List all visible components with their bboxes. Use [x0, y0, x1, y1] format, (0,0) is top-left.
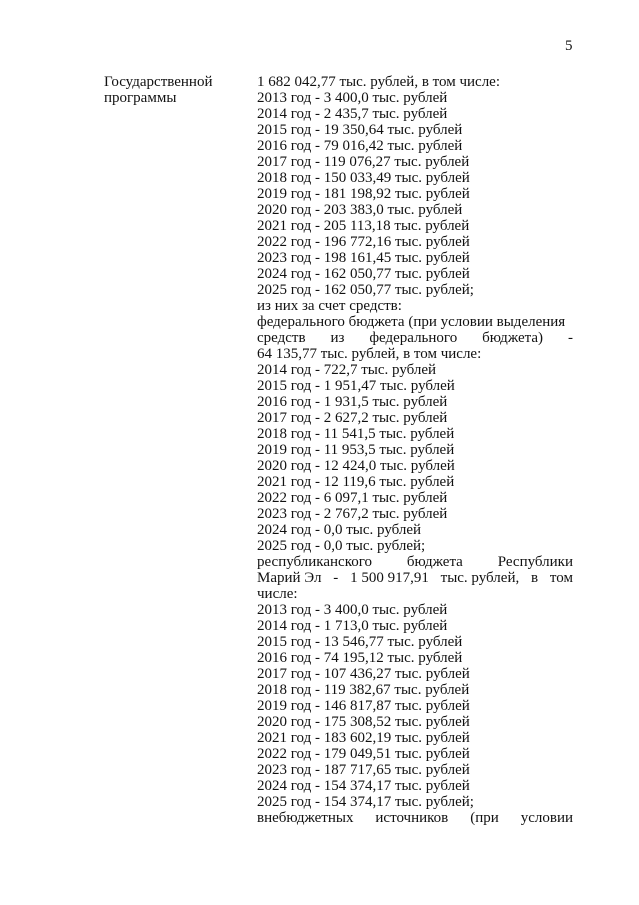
federal-year-line: 2015 год - 1 951,47 тыс. рублей — [257, 378, 455, 394]
federal-word: - — [567, 330, 573, 346]
federal-year-line: 2020 год - 12 424,0 тыс. рублей — [257, 458, 455, 474]
republic-word: бюджета — [406, 554, 463, 570]
republic-year-line: 2020 год - 175 308,52 тыс. рублей — [257, 714, 470, 730]
federal-year-line: 2017 год - 2 627,2 тыс. рублей — [257, 410, 448, 426]
federal-line: федерального бюджета (при условии выделения — [257, 314, 566, 330]
federal-year-line: 2018 год - 11 541,5 тыс. рублей — [257, 426, 455, 442]
total-year-line: 2025 год - 162 050,77 тыс. рублей; — [257, 282, 474, 298]
sources-intro: из них за счет средств: — [257, 298, 402, 314]
republic-year-line: 2024 год - 154 374,17 тыс. рублей — [257, 778, 470, 794]
total-funding-line: 1 682 042,77 тыс. рублей, в том числе: — [257, 74, 501, 90]
federal-year-line: 2025 год - 0,0 тыс. рублей; — [257, 538, 426, 554]
section-label-line: Государственной — [104, 74, 213, 90]
total-year-line: 2018 год - 150 033,49 тыс. рублей — [257, 170, 470, 186]
republic-year-line: 2018 год - 119 382,67 тыс. рублей — [257, 682, 470, 698]
page-number: 5 — [565, 38, 573, 54]
federal-word: из — [330, 330, 345, 346]
republic-year-line: 2016 год - 74 195,12 тыс. рублей — [257, 650, 463, 666]
federal-word: бюджета) — [482, 330, 544, 346]
republic-year-line: 2022 год - 179 049,51 тыс. рублей — [257, 746, 470, 762]
offbudget-word: условии — [520, 810, 573, 826]
republic-year-line: 2023 год - 187 717,65 тыс. рублей — [257, 762, 470, 778]
federal-year-line: 2021 год - 12 119,6 тыс. рублей — [257, 474, 455, 490]
total-years-list — [257, 90, 573, 298]
offbudget-block — [257, 810, 573, 826]
republic-budget-block — [257, 554, 573, 810]
section-label — [104, 74, 244, 106]
offbudget-word: (при — [470, 810, 499, 826]
total-year-line: 2016 год - 79 016,42 тыс. рублей — [257, 138, 463, 154]
republic-year-line: 2013 год - 3 400,0 тыс. рублей — [257, 602, 448, 618]
total-year-line: 2024 год - 162 050,77 тыс. рублей — [257, 266, 470, 282]
section-label-line: программы — [104, 90, 177, 106]
republic-word: Республики — [497, 554, 573, 570]
republic-line: числе: — [257, 586, 298, 602]
republic-word: 1 500 917,91 — [350, 570, 429, 586]
republic-year-line: 2017 год - 107 436,27 тыс. рублей — [257, 666, 470, 682]
funding-text — [257, 74, 573, 826]
total-year-line: 2015 год - 19 350,64 тыс. рублей — [257, 122, 463, 138]
offbudget-word: источников — [375, 810, 449, 826]
total-year-line: 2019 год - 181 198,92 тыс. рублей — [257, 186, 470, 202]
total-year-line: 2021 год - 205 113,18 тыс. рублей — [257, 218, 470, 234]
republic-word: том — [549, 570, 573, 586]
republic-word: Марий Эл — [257, 570, 322, 586]
republic-year-line: 2019 год - 146 817,87 тыс. рублей — [257, 698, 470, 714]
republic-year-line: 2015 год - 13 546,77 тыс. рублей — [257, 634, 463, 650]
republic-year-line: 2021 год - 183 602,19 тыс. рублей — [257, 730, 470, 746]
federal-line-justified — [257, 330, 573, 346]
republic-year-line: 2025 год - 154 374,17 тыс. рублей; — [257, 794, 474, 810]
total-year-line: 2020 год - 203 383,0 тыс. рублей — [257, 202, 463, 218]
offbudget-line-justified — [257, 810, 573, 826]
total-year-line: 2013 год - 3 400,0 тыс. рублей — [257, 90, 448, 106]
total-year-line: 2022 год - 196 772,16 тыс. рублей — [257, 234, 470, 250]
total-year-line: 2023 год - 198 161,45 тыс. рублей — [257, 250, 470, 266]
federal-total-line: 64 135,77 тыс. рублей, в том числе: — [257, 346, 482, 362]
total-year-line: 2017 год - 119 076,27 тыс. рублей — [257, 154, 470, 170]
total-year-line: 2014 год - 2 435,7 тыс. рублей — [257, 106, 448, 122]
republic-word: в — [531, 570, 539, 586]
federal-year-line: 2014 год - 722,7 тыс. рублей — [257, 362, 437, 378]
republic-word: - — [333, 570, 339, 586]
federal-year-line: 2022 год - 6 097,1 тыс. рублей — [257, 490, 448, 506]
federal-year-line: 2019 год - 11 953,5 тыс. рублей — [257, 442, 455, 458]
federal-year-line: 2016 год - 1 931,5 тыс. рублей — [257, 394, 448, 410]
offbudget-word: внебюджетных — [257, 810, 354, 826]
federal-year-line: 2023 год - 2 767,2 тыс. рублей — [257, 506, 448, 522]
republic-line-justified — [257, 570, 573, 586]
federal-word: федерального — [369, 330, 458, 346]
republic-year-line: 2014 год - 1 713,0 тыс. рублей — [257, 618, 448, 634]
federal-budget-block — [257, 314, 573, 554]
republic-word: тыс. рублей, — [440, 570, 520, 586]
republic-word: республиканского — [257, 554, 372, 570]
federal-year-line: 2024 год - 0,0 тыс. рублей — [257, 522, 422, 538]
federal-word: средств — [257, 330, 306, 346]
republic-line-justified — [257, 554, 573, 570]
